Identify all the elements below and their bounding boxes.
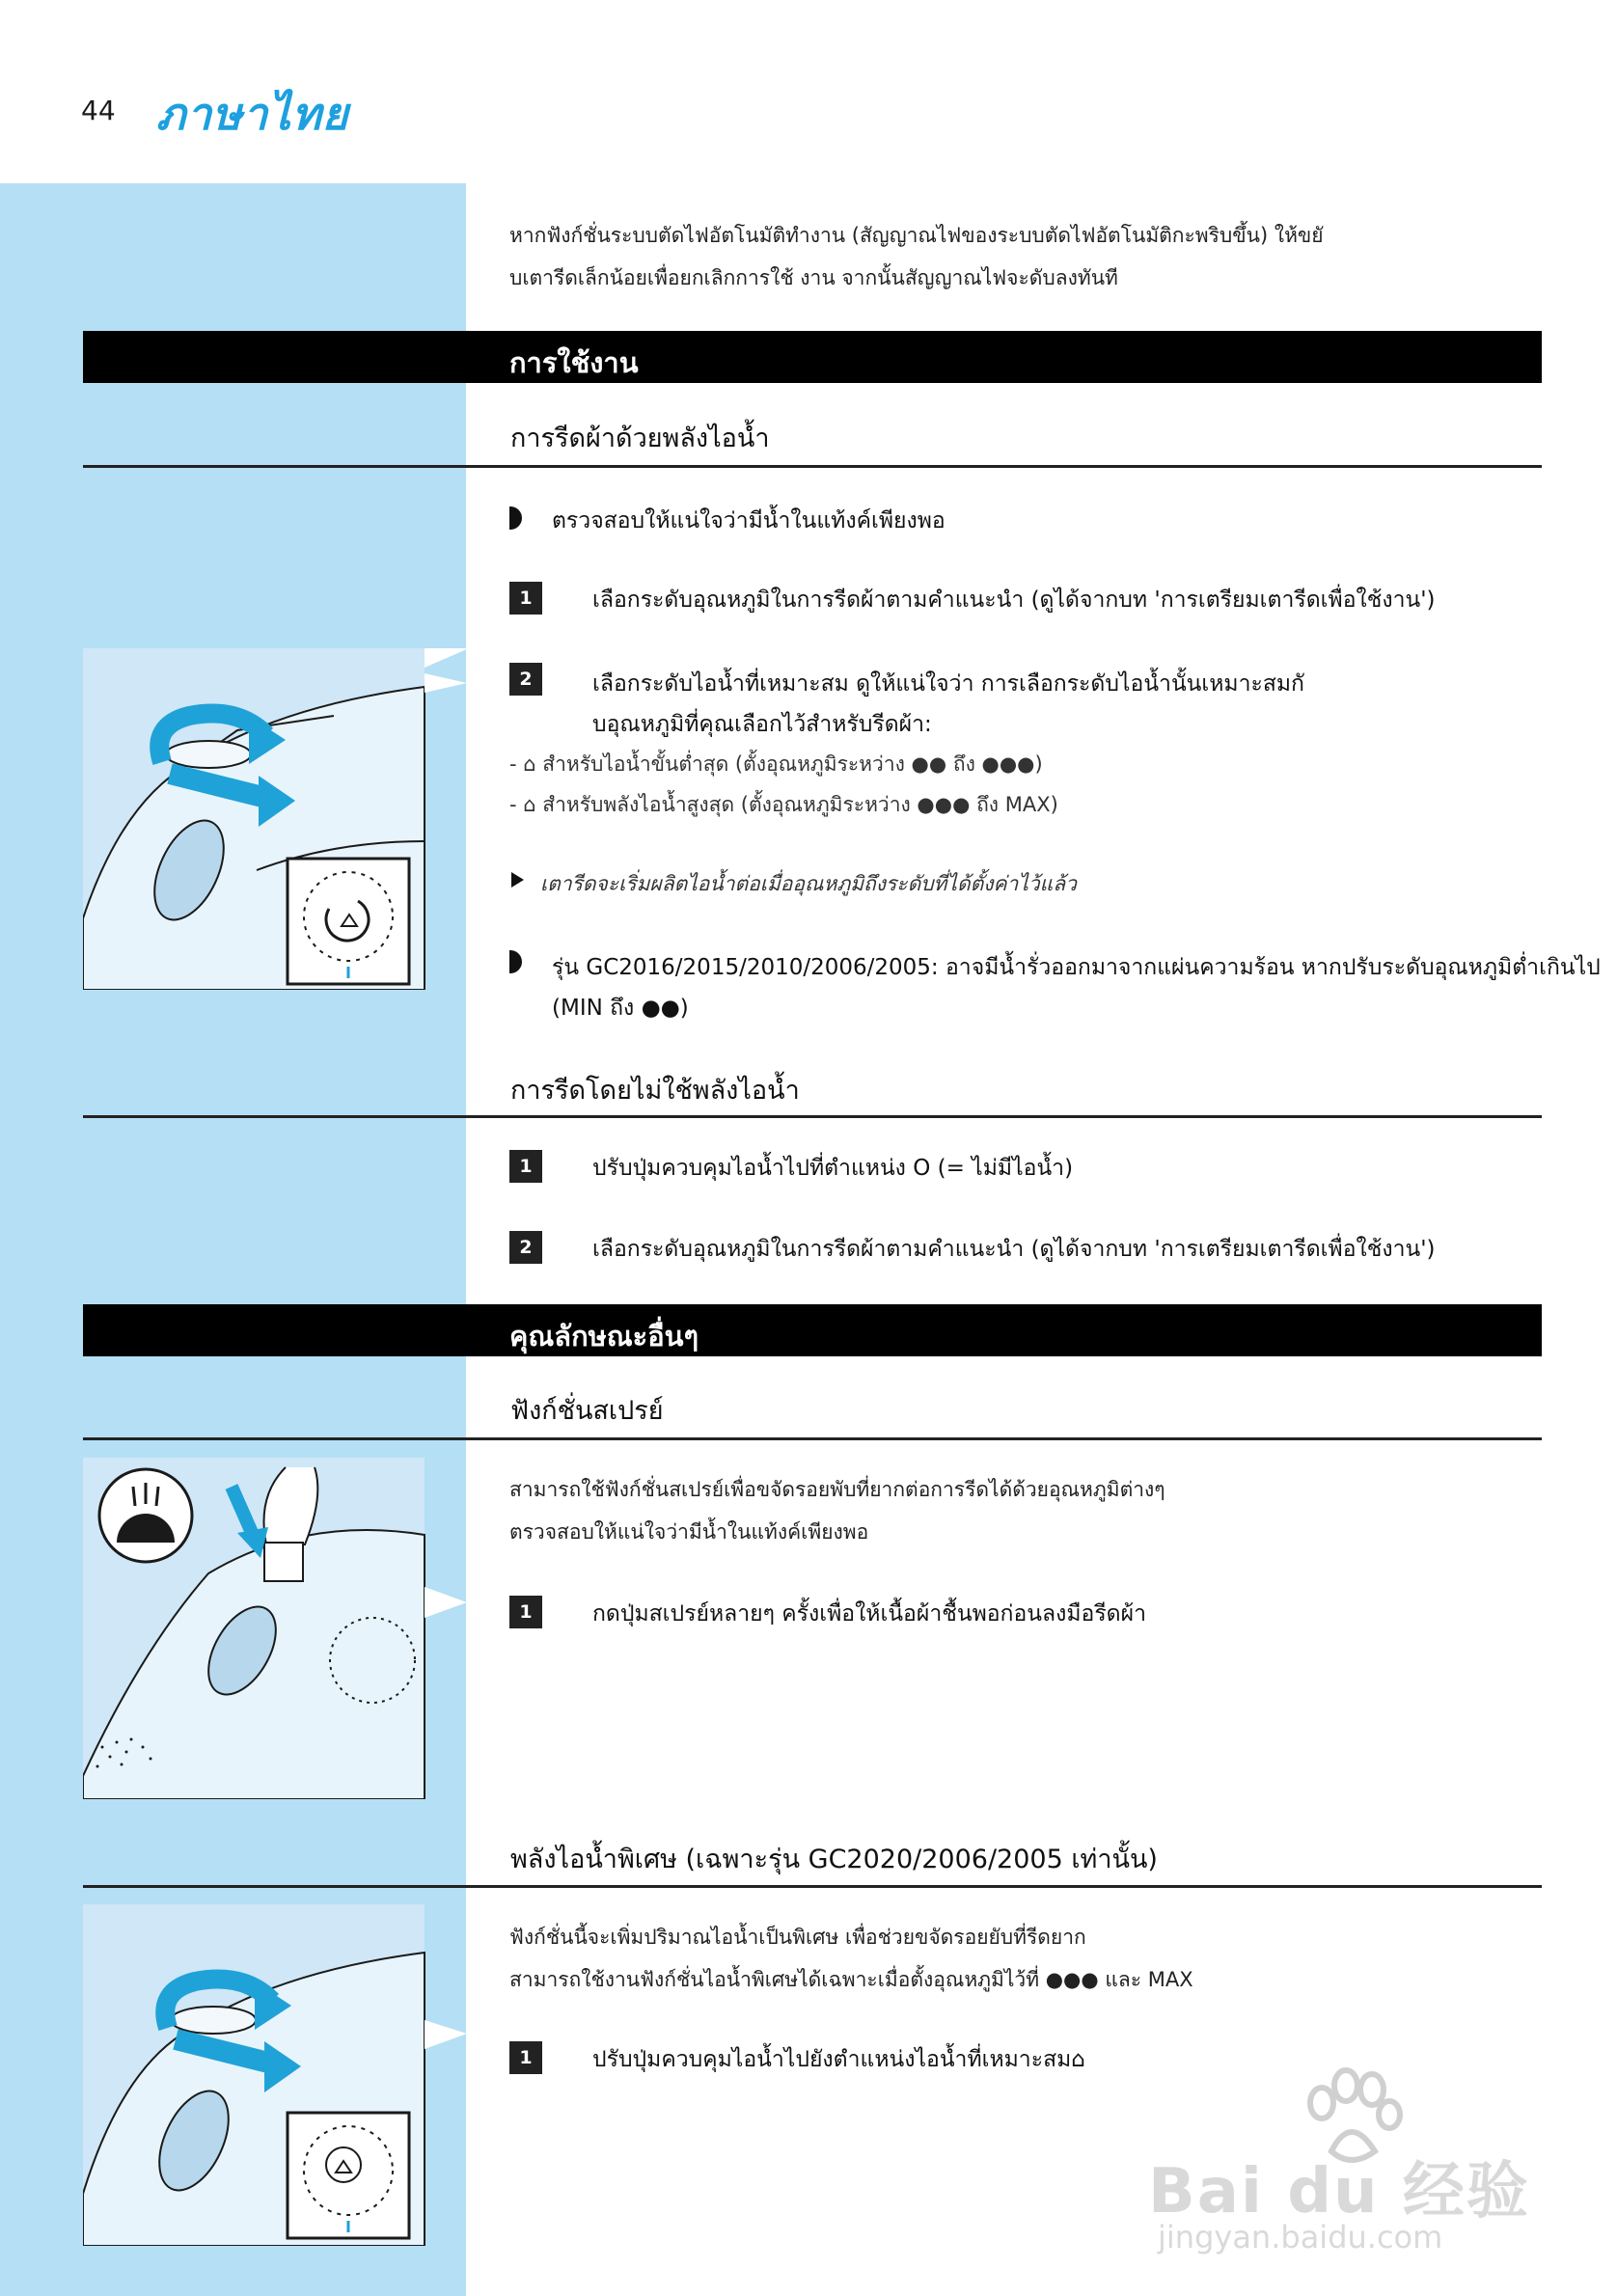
step-1-text: เลือกระดับอุณหภูมิในการรีดผ้าตามคำแนะนำ (ดูได้จากบท 'การเตรียมเตารีดเพื่อใช้งาน') [592, 588, 1436, 613]
rule [83, 1885, 1542, 1888]
spray-paragraph [509, 1468, 1522, 1553]
spray-para-1: สามารถใช้ฟังก์ชั่นสเปรย์เพื่อขจัดรอยพับที่ยากต่อการรีดได้ด้วยอุณหภูมิต่างๆ [509, 1478, 1165, 1501]
step-number: 1 [509, 1150, 542, 1183]
subheading-spray: ฟังก์ชั่นสเปรย์ [510, 1396, 664, 1426]
dash-item-max-steam: - ⌂ สำหรับพลังไอน้ำสูงสุด (ตั้งอุณหภูมิระหว่าง ●●● ถึง MAX) [509, 793, 1058, 816]
watermark-url: jingyan.baidu.com [1158, 2219, 1443, 2255]
extra-steam-para-1: ฟังก์ชั่นนี้จะเพิ่มปริมาณไอน้ำเป็นพิเศษ เพื่อช่วยขจัดรอยยับที่รีดยาก [509, 1926, 1086, 1949]
rule [83, 1437, 1542, 1440]
model-warning-line-1: รุ่น GC2016/2015/2010/2006/2005: อาจมีน้ำรั่วออกมาจากแผ่นความร้อน หากปรับระดับอุณหภูมิต่ำเกินไป [552, 955, 1601, 980]
rule [83, 1115, 1542, 1118]
step-2-line-1: เลือกระดับไอน้ำที่เหมาะสม ดูให้แน่ใจว่า การเลือกระดับไอน้ำนั้นเหมาะสมกั [592, 671, 1304, 697]
step-number: 1 [509, 1596, 542, 1628]
dry-step-2-text: เลือกระดับอุณหภูมิในการรีดผ้าตามคำแนะนำ (ดูได้จากบท 'การเตรียมเตารีดเพื่อใช้งาน') [592, 1237, 1436, 1262]
subheading-dry-ironing: การรีดโดยไม่ใช้พลังไอน้ำ [510, 1076, 800, 1106]
intro-line-2: บเตารีดเล็กน้อยเพื่อยกเลิกการใช้ งาน จากนั้นสัญญาณไฟจะดับลงทันที [509, 266, 1118, 289]
subheading-steam-ironing: การรีดผ้าด้วยพลังไอน้ำ [510, 424, 770, 453]
spray-step-1-text: กดปุ่มสเปรย์หลายๆ ครั้งเพื่อให้เนื้อผ้าชื้นพอก่อนลงมือรีดผ้า [592, 1601, 1147, 1626]
page-number: 44 [81, 95, 116, 126]
model-warning [552, 947, 1601, 1028]
step-number: 2 [509, 663, 542, 696]
step-number: 1 [509, 582, 542, 615]
watermark [1148, 2064, 1534, 2257]
note-text: เตารีดจะเริ่มผลิตไอน้ำต่อเมื่ออุณหภูมิถึงระดับที่ได้ตั้งค่าไว้แล้ว [540, 872, 1077, 895]
rule [83, 465, 1542, 468]
model-warning-line-2: (MIN ถึง ●●) [552, 996, 689, 1021]
section-title-usage: การใช้งาน [509, 346, 639, 379]
illustration-extra-steam-dial [83, 1904, 469, 2246]
dash-item-min-steam: - ⌂ สำหรับไอน้ำขั้นต่ำสุด (ตั้งอุณหภูมิระหว่าง ●● ถึง ●●●) [509, 752, 1043, 776]
extra-steam-step-1-text: ปรับปุ่มควบคุมไอน้ำไปยังตำแหน่งไอน้ำที่เหมาะสม⌂ [592, 2047, 1085, 2072]
illustration-steam-dial [83, 648, 469, 990]
intro-line-1: หากฟังก์ชั่นระบบตัดไฟอัตโนมัติทำงาน (สัญญาณไฟของระบบตัดไฟอัตโนมัติกะพริบขึ้น) ให้ขยั [509, 224, 1324, 247]
extra-steam-paragraph [509, 1916, 1522, 2001]
extra-steam-para-2: สามารถใช้งานฟังก์ชั่นไอน้ำพิเศษได้เฉพาะเมื่อตั้งอุณหภูมิไว้ที่ ●●● และ MAX [509, 1968, 1193, 1991]
note-arrow-icon [511, 872, 524, 888]
check-water-text: ตรวจสอบให้แน่ใจว่ามีน้ำในแท้งค์เพียงพอ [552, 508, 946, 533]
step-number: 2 [509, 1231, 542, 1264]
dry-step-1-text: ปรับปุ่มควบคุมไอน้ำไปที่ตำแหน่ง O (= ไม่มีไอน้ำ) [592, 1156, 1074, 1181]
step-2-text [592, 664, 1304, 745]
intro-paragraph [509, 214, 1522, 299]
section-bar-usage [83, 331, 1542, 383]
spray-para-2: ตรวจสอบให้แน่ใจว่ามีน้ำในแท้งค์เพียงพอ [509, 1520, 869, 1544]
section-title-features: คุณลักษณะอื่นๆ [509, 1320, 699, 1353]
step-number: 1 [509, 2041, 542, 2074]
page-title: ภาษาไทย [156, 88, 349, 140]
subheading-extra-steam: พลังไอน้ำพิเศษ (เฉพาะรุ่น GC2020/2006/2005 เท่านั้น) [510, 1845, 1158, 1874]
watermark-brand: Bai du 经验 [1148, 2156, 1530, 2228]
section-bar-features [83, 1304, 1542, 1356]
illustration-spray [83, 1458, 469, 1799]
step-2-line-2: บอุณหภูมิที่คุณเลือกไว้สำหรับรีดผ้า: [592, 712, 932, 737]
